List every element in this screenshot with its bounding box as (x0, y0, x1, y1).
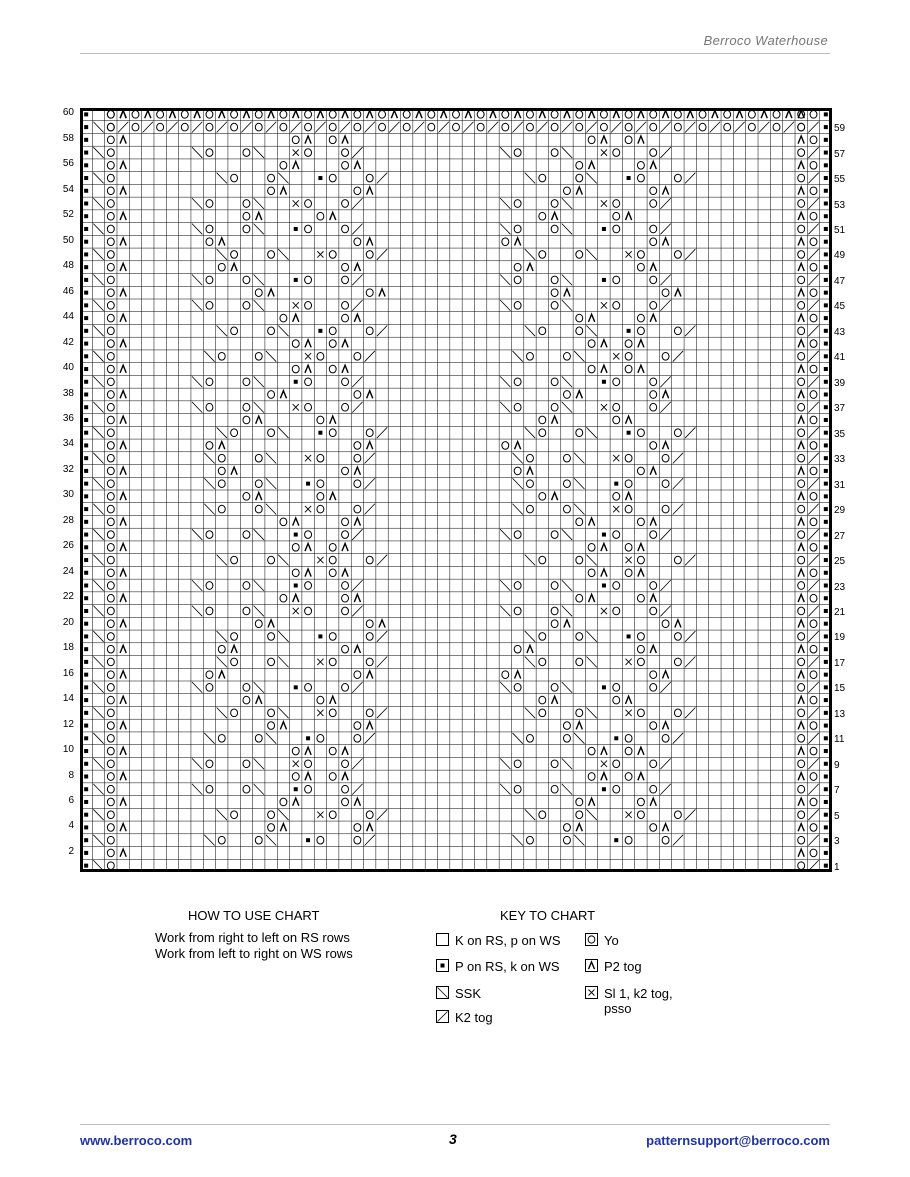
chart-symbol-purl-144 (84, 558, 88, 562)
chart-symbol-purl-43 (824, 775, 828, 779)
chart-symbol-purl-306 (84, 214, 88, 218)
row-number-left: 52 (62, 209, 74, 221)
row-number-right: 37 (834, 403, 846, 415)
chart-symbol-purl-205 (824, 431, 828, 435)
chart-symbol-purl-97 (824, 660, 828, 664)
chart-symbol-purl-204 (84, 431, 88, 435)
chart-symbol-purl-862 (294, 227, 298, 231)
chart-symbol-purl-60 (84, 736, 88, 740)
chart-symbol-purl-324 (84, 176, 88, 180)
row-number-right: 17 (834, 657, 846, 669)
chart-symbol-purl-12 (84, 838, 88, 842)
chart-symbol-purl-73 (824, 711, 828, 715)
row-number-left: 6 (68, 794, 74, 806)
chart-symbol-purl-258 (84, 316, 88, 320)
chart-symbol-purl-210 (84, 418, 88, 422)
chart-symbol-purl-31 (824, 800, 828, 804)
key-item-yo (585, 933, 619, 948)
chart-symbol-purl-157 (824, 533, 828, 537)
chart-symbol-purl-766 (294, 380, 298, 384)
row-number-left: 10 (62, 744, 74, 756)
chart-symbol-purl-247 (824, 342, 828, 346)
chart-symbol-purl-163 (824, 520, 828, 524)
chart-symbol-purl-217 (824, 405, 828, 409)
chart-symbol-purl-187 (824, 469, 828, 473)
chart-symbol-purl-894 (318, 176, 322, 180)
chart-symbol-purl-103 (824, 647, 828, 651)
chart-symbol-purl-289 (824, 252, 828, 256)
row-number-left: 46 (62, 285, 74, 297)
row-number-right: 3 (834, 836, 840, 848)
chart-symbol-purl-78 (84, 698, 88, 702)
chart-symbol-purl-6 (84, 851, 88, 855)
chart-symbol-purl-90 (84, 673, 88, 677)
row-number-left: 20 (62, 616, 74, 628)
chart-symbol-purl-55 (824, 749, 828, 753)
support-email-link[interactable]: patternsupport@berroco.com (646, 1133, 830, 1148)
chart-symbol-purl-0 (84, 864, 88, 868)
chart-symbol-purl-277 (824, 278, 828, 282)
row-number-left: 36 (62, 412, 74, 424)
chart-symbol-purl-264 (84, 303, 88, 307)
chart-symbol-purl-19 (824, 825, 828, 829)
row-number-right: 7 (834, 785, 840, 797)
key-label: P2 tog (604, 959, 642, 974)
row-number-left: 42 (62, 336, 74, 348)
chart-symbol-purl-85 (824, 685, 828, 689)
chart-symbol-purl-121 (824, 609, 828, 613)
chart-symbol-purl-151 (824, 545, 828, 549)
row-number-left: 58 (62, 132, 74, 144)
chart-symbol-purl-582 (602, 685, 606, 689)
row-number-left: 48 (62, 260, 74, 272)
chart-symbol-purl-283 (824, 265, 828, 269)
row-number-left: 40 (62, 362, 74, 374)
chart-symbol-purl-343 (824, 138, 828, 142)
chart-symbol-purl-54 (84, 749, 88, 753)
key-item-sk2p (585, 986, 673, 1016)
chart-symbol-purl-870 (602, 227, 606, 231)
chart-symbol-purl-288 (84, 252, 88, 256)
chart-symbol-purl-282 (84, 265, 88, 269)
purl-icon (436, 959, 449, 972)
chart-symbol-purl-710 (614, 482, 618, 486)
chart-symbol-purl-478 (306, 838, 310, 842)
chart-symbol-purl-235 (824, 367, 828, 371)
how-to-title: HOW TO USE CHART (188, 908, 320, 923)
row-number-right: 55 (834, 174, 846, 186)
row-number-left: 22 (62, 591, 74, 603)
chart-symbol-purl-252 (84, 329, 88, 333)
row-number-left: 18 (62, 642, 74, 654)
chart-symbol-purl-25 (824, 813, 828, 817)
key-item-p2tog (585, 959, 642, 974)
key-item-ssk (436, 986, 481, 1001)
row-number-right: 39 (834, 377, 846, 389)
chart-symbol-purl-518 (602, 787, 606, 791)
right-row-numbers (834, 108, 864, 872)
chart-symbol-purl-127 (824, 596, 828, 600)
chart-symbol-purl-229 (824, 380, 828, 384)
chart-symbol-purl-72 (84, 711, 88, 715)
chart-symbol-purl-276 (84, 278, 88, 282)
chart-symbol-purl-246 (84, 342, 88, 346)
row-number-left: 26 (62, 540, 74, 552)
chart-symbol-purl-265 (824, 303, 828, 307)
chart-symbol-purl-138 (84, 571, 88, 575)
chart-symbol-purl-18 (84, 825, 88, 829)
chart-symbol-purl-114 (84, 622, 88, 626)
chart-symbol-purl-156 (84, 533, 88, 537)
chart-symbol-purl-678 (602, 533, 606, 537)
chart-symbol-purl-181 (824, 482, 828, 486)
chart-symbol-purl-96 (84, 660, 88, 664)
chart-symbol-purl-550 (614, 736, 618, 740)
chart-symbol-purl-133 (824, 584, 828, 588)
row-number-left: 38 (62, 387, 74, 399)
knitting-chart (80, 108, 832, 872)
left-row-numbers (48, 108, 78, 872)
chart-symbol-purl-7 (824, 851, 828, 855)
chart-symbol-purl-354 (84, 112, 88, 116)
row-number-right: 21 (834, 606, 846, 618)
chart-symbol-purl-838 (602, 278, 606, 282)
chart-symbol-purl-36 (84, 787, 88, 791)
row-number-left: 54 (62, 183, 74, 195)
chart-symbol-purl-510 (294, 787, 298, 791)
chart-symbol-purl-162 (84, 520, 88, 524)
chart-symbol-purl-798 (318, 329, 322, 333)
row-number-right: 47 (834, 275, 846, 287)
chart-symbol-purl-902 (627, 176, 631, 180)
document-title: Berroco Waterhouse (703, 33, 828, 48)
chart-symbol-purl-742 (627, 431, 631, 435)
chart-symbol-purl-120 (84, 609, 88, 613)
row-number-right: 15 (834, 683, 846, 695)
chart-symbol-purl-13 (824, 838, 828, 842)
key-label: K2 tog (455, 1010, 493, 1025)
yo-icon (585, 933, 598, 946)
row-number-right: 19 (834, 632, 846, 644)
chart-symbol-purl-91 (824, 673, 828, 677)
chart-symbol-purl-139 (824, 571, 828, 575)
chart-symbol-purl-337 (824, 151, 828, 155)
row-number-left: 28 (62, 514, 74, 526)
row-number-right: 27 (834, 530, 846, 542)
key-item-purl (436, 959, 560, 974)
chart-symbol-purl-312 (84, 202, 88, 206)
row-number-right: 35 (834, 428, 846, 440)
chart-symbol-purl-199 (824, 443, 828, 447)
key-label: P on RS, k on WS (455, 959, 560, 974)
key-label: Sl 1, k2 tog, psso (604, 986, 673, 1016)
top-divider (80, 53, 830, 54)
row-number-left: 50 (62, 234, 74, 246)
chart-symbol-purl-84 (84, 685, 88, 689)
row-number-right: 53 (834, 199, 846, 211)
chart-symbol-purl-330 (84, 163, 88, 167)
row-number-left: 56 (62, 158, 74, 170)
row-number-right: 1 (834, 861, 840, 873)
chart-symbol-purl-150 (84, 545, 88, 549)
chart-symbol-purl-67 (824, 724, 828, 728)
p2tog-icon (585, 959, 598, 972)
chart-symbol-purl-774 (602, 380, 606, 384)
knitting-chart-grid (80, 108, 832, 872)
chart-symbol-purl-294 (84, 240, 88, 244)
chart-symbol-purl-186 (84, 469, 88, 473)
chart-symbol-purl-295 (824, 240, 828, 244)
chart-symbol-purl-175 (824, 494, 828, 498)
row-number-right: 25 (834, 556, 846, 568)
key-label: Yo (604, 933, 619, 948)
chart-symbol-purl-216 (84, 405, 88, 409)
row-number-right: 31 (834, 479, 846, 491)
chart-symbol-purl-270 (84, 291, 88, 295)
row-number-right: 59 (834, 123, 846, 135)
sk2p-icon (585, 986, 598, 999)
row-number-right: 51 (834, 224, 846, 236)
chart-symbol-purl-702 (306, 482, 310, 486)
chart-symbol-purl-66 (84, 724, 88, 728)
row-number-right: 45 (834, 301, 846, 313)
website-link[interactable]: www.berroco.com (80, 1133, 193, 1148)
row-number-left: 44 (62, 311, 74, 323)
row-number-right: 57 (834, 148, 846, 160)
row-number-right: 9 (834, 759, 840, 771)
chart-symbol-purl-198 (84, 443, 88, 447)
row-number-right: 43 (834, 326, 846, 338)
row-number-left: 16 (62, 667, 74, 679)
how-to-line-ws: Work from left to right on WS rows (155, 946, 353, 961)
key-item-knit (436, 933, 561, 948)
chart-symbol-purl-301 (824, 227, 828, 231)
chart-symbol-purl-168 (84, 507, 88, 511)
chart-symbol-purl-606 (318, 634, 322, 638)
row-number-right: 13 (834, 708, 846, 720)
chart-symbol-purl-342 (84, 138, 88, 142)
row-number-left: 8 (68, 769, 74, 781)
row-number-left: 30 (62, 489, 74, 501)
chart-symbol-purl-318 (84, 189, 88, 193)
chart-symbol-purl-348 (84, 125, 88, 129)
chart-symbol-purl-355 (824, 112, 828, 116)
knit-icon (436, 933, 449, 946)
chart-symbol-purl-24 (84, 813, 88, 817)
chart-symbol-purl-1 (824, 864, 828, 868)
chart-symbol-purl-253 (824, 329, 828, 333)
chart-symbol-purl-132 (84, 584, 88, 588)
chart-symbol-purl-102 (84, 647, 88, 651)
chart-symbol-purl-349 (824, 125, 828, 129)
chart-symbol-purl-108 (84, 634, 88, 638)
row-number-right: 29 (834, 505, 846, 517)
row-number-right: 41 (834, 352, 846, 364)
chart-symbol-purl-646 (602, 584, 606, 588)
chart-symbol-purl-234 (84, 367, 88, 371)
chart-symbol-purl-271 (824, 291, 828, 295)
chart-symbol-purl-614 (627, 634, 631, 638)
key-label: SSK (455, 986, 482, 1001)
chart-symbol-purl-37 (824, 787, 828, 791)
chart-symbol-purl-211 (824, 418, 828, 422)
row-number-right: 49 (834, 250, 846, 262)
chart-symbol-purl-115 (824, 622, 828, 626)
chart-symbol-purl-169 (824, 507, 828, 511)
key-item-k2tog (436, 1010, 493, 1025)
row-number-left: 34 (62, 438, 74, 450)
chart-symbol-purl-734 (318, 431, 322, 435)
chart-symbol-purl-192 (84, 456, 88, 460)
chart-symbol-purl-109 (824, 634, 828, 638)
chart-symbol-purl-806 (627, 329, 631, 333)
row-number-right: 33 (834, 454, 846, 466)
chart-symbol-purl-670 (294, 533, 298, 537)
row-number-left: 4 (68, 820, 74, 832)
ssk-icon (436, 986, 449, 999)
chart-symbol-purl-638 (294, 584, 298, 588)
row-number-left: 2 (68, 845, 74, 857)
chart-symbol-purl-300 (84, 227, 88, 231)
k2tog-icon (436, 1010, 449, 1023)
chart-symbol-purl-126 (84, 596, 88, 600)
chart-symbol-purl-49 (824, 762, 828, 766)
bottom-divider (80, 1124, 830, 1125)
chart-symbol-purl-574 (294, 685, 298, 689)
chart-symbol-purl-61 (824, 736, 828, 740)
row-number-right: 23 (834, 581, 846, 593)
chart-symbol-purl-259 (824, 316, 828, 320)
chart-symbol-purl-336 (84, 151, 88, 155)
row-number-right: 5 (834, 810, 840, 822)
chart-symbol-purl-307 (824, 214, 828, 218)
chart-symbol-purl-180 (84, 482, 88, 486)
chart-symbol-purl-830 (294, 278, 298, 282)
chart-symbol-purl-79 (824, 698, 828, 702)
key-title: KEY TO CHART (500, 908, 596, 923)
row-number-left: 60 (62, 107, 74, 119)
chart-symbol-purl-486 (614, 838, 618, 842)
row-number-right: 11 (834, 734, 845, 746)
chart-symbol-purl-145 (824, 558, 828, 562)
chart-symbol-purl-174 (84, 494, 88, 498)
key-label: K on RS, p on WS (455, 933, 561, 948)
chart-symbol-purl-30 (84, 800, 88, 804)
chart-symbol-purl-228 (84, 380, 88, 384)
how-to-line-rs: Work from right to left on RS rows (155, 930, 350, 945)
chart-symbol-purl-542 (306, 736, 310, 740)
page-number: 3 (449, 1131, 457, 1147)
chart-symbol-purl-222 (84, 393, 88, 397)
chart-symbol-purl-325 (824, 176, 828, 180)
row-number-left: 32 (62, 463, 74, 475)
chart-symbol-purl-313 (824, 202, 828, 206)
chart-symbol-purl-42 (84, 775, 88, 779)
chart-symbol-purl-193 (824, 456, 828, 460)
row-number-left: 12 (62, 718, 74, 730)
row-number-left: 24 (62, 565, 74, 577)
chart-symbol-purl-241 (824, 354, 828, 358)
chart-symbol-purl-223 (824, 393, 828, 397)
row-number-left: 14 (62, 693, 74, 705)
chart-symbol-purl-240 (84, 354, 88, 358)
chart-symbol-purl-319 (824, 189, 828, 193)
chart-symbol-purl-48 (84, 762, 88, 766)
chart-symbol-purl-331 (824, 163, 828, 167)
